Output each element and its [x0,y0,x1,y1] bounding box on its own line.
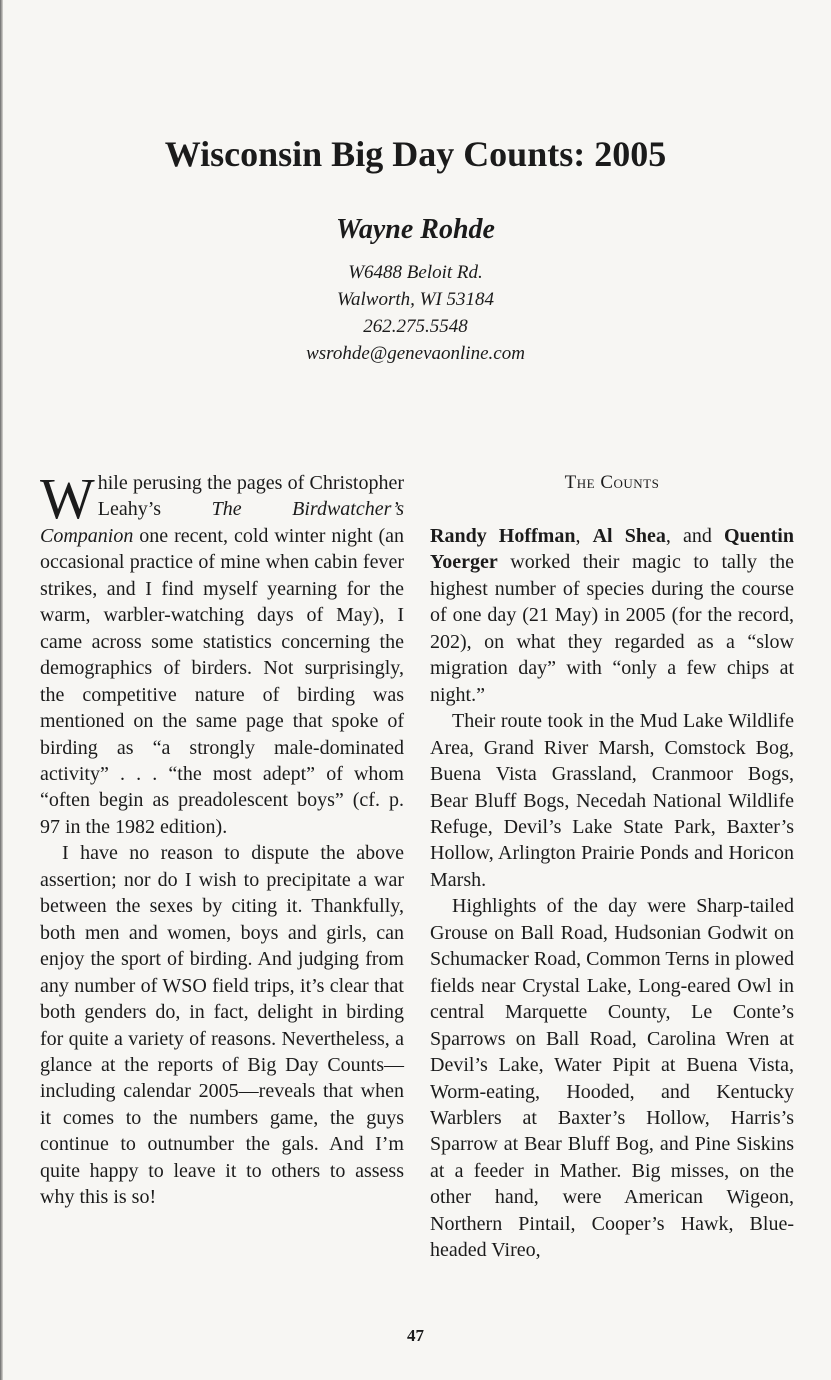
counts-text: worked their magic to tally the highest number of species during the course of one day (21 May) in 2005 (for the record, 202), on what they regarded as a “slow migration day” with “only a few chips at night.” [430,551,794,706]
name-separator: , and [665,525,724,547]
left-column [40,466,405,1211]
book-title: The Birdwatcher’s Companion [40,498,405,547]
counter-name-2: Al Shea [592,525,666,547]
section-heading: The Counts [564,472,660,493]
second-paragraph: I have no reason to dispute the above assertion; nor do I wish to precipitate a war between the sexes by citing it. Thankfully, both men and women, boys and girls, can enjoy the sport of birding. And judging from any number of WSO field trips, it’s clear that both genders do, in fact, delight in birding for quite a variety of reasons. Nevertheless, a glance at the reports of Big Day Counts—including calendar 2005—reveals that when it comes to the numbers game, the guys continue to outnumber the gals. And I’m quite happy to leave it to others to assess why this is so! [40,842,404,1209]
counter-name-1: Randy Hoffman [430,525,576,547]
intro-text-a: hile perusing the pages of Christopher Leahy’s [97,472,404,521]
address-street: W6488 Beloit Rd. [348,262,483,283]
drop-cap: W [40,466,95,531]
right-column [430,470,794,1264]
address-phone: 262.275.5548 [363,316,468,337]
page-edge [0,0,3,1380]
author-name: Wayne Rohde [336,214,495,245]
intro-paragraph [40,466,405,840]
article-title: Wisconsin Big Day Counts: 2005 [164,134,667,174]
counts-paragraph [430,523,794,708]
address-email: wsrohde@genevaonline.com [306,343,525,364]
route-paragraph: Their route took in the Mud Lake Wildlife Area, Grand River Marsh, Comstock Bog, Buena Vista Grassland, Cranmoor Bogs, Bear Bluff Bogs, Necedah National Wildlife Refuge, Devil’s Lake State Park, Baxter’s Hollow, Arlington Prairie Ponds and Horicon Marsh. [430,710,794,891]
intro-text-b: one recent, cold winter night (an occasional practice of mine when cabin fever strikes, and I find myself yearning for the warm, warbler-watching days of May), I came across some statistics concerning the demographics of birders. Not surprisingly, the competitive nature of birding was mentioned on the same page that spoke of birding as “a strongly male-dominated activity” . . . “the most adept” of whom “often begin as preadolescent boys” (cf. p. 97 in the 1982 edition). [40,524,404,838]
address-city: Walworth, WI 53184 [336,289,495,310]
name-separator: , [575,525,593,547]
counter-name-3: Quentin Yoerger [430,525,794,574]
author-address [0,259,831,367]
page-number: 47 [407,1326,424,1345]
highlights-paragraph: Highlights of the day were Sharp-tailed Grouse on Ball Road, Hudsonian Godwit on Schumacker Road, Common Terns in plowed fields near Crystal Lake, Long-eared Owl in central Marquette County, Le Conte’s Sparrows on Ball Road, Carolina Wren at Devil’s Lake, Water Pipit at Buena Vista, Worm-eating, Hooded, and Kentucky Warblers at Baxter’s Hollow, Harris’s Sparrow at Bear Bluff Bog, and Pine Siskins at a feeder in Mather. Big misses, on the other hand, were American Wigeon, Northern Pintail, Cooper’s Hawk, Blue-headed Vireo, [430,895,794,1262]
